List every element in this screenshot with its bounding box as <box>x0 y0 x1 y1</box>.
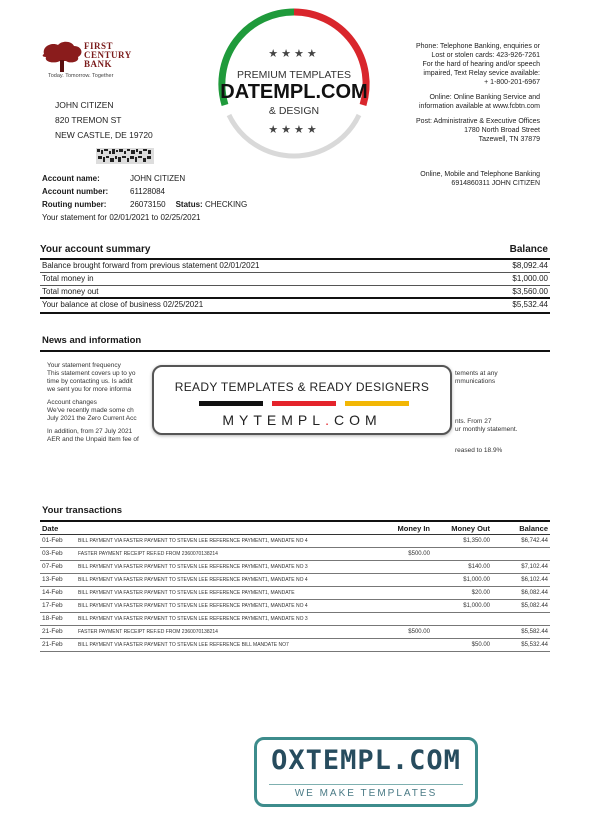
row-balance: $5,532.44 <box>521 642 548 648</box>
tree-icon <box>40 40 84 74</box>
stars-top: ★★★★ <box>268 48 320 60</box>
row-description: BILL PAYMENT VIA FASTER PAYMENT TO STEVEN LEE REFERENCE PAYMENT1, MANDATE NO 4 <box>78 538 308 544</box>
customer-city: NEW CASTLE, DE 19720 <box>55 130 153 140</box>
watermark-line2: DATEMPL.COM <box>220 81 368 103</box>
row-money-out: $1,350.00 <box>463 538 490 544</box>
table-row <box>40 561 550 574</box>
summary-row-value: $1,000.00 <box>512 274 548 283</box>
summary-row-value: $8,092.44 <box>512 261 548 270</box>
online-line: Online: Online Banking Service and <box>429 94 540 101</box>
table-row <box>40 613 550 626</box>
online-contact <box>380 93 540 111</box>
row-money-out: $50.00 <box>471 642 490 648</box>
bank-name-line2: CENTURY <box>84 50 132 60</box>
summary-row-label: Total money in <box>42 274 94 283</box>
phone-contact <box>380 42 540 87</box>
bank-name-line3: BANK <box>84 59 113 69</box>
phone-line: Lost or stolen cards: 423-926-7261 <box>431 52 540 59</box>
status-label: Status: <box>175 200 203 209</box>
oxtempl-watermark <box>254 737 478 807</box>
summary-row-value: $5,532.44 <box>512 300 548 309</box>
table-row <box>40 626 550 639</box>
news-line: time by contacting us. Is addit <box>47 378 133 385</box>
color-bar <box>272 401 336 406</box>
mytempl-color-bars <box>199 401 409 406</box>
oxtempl-line2: WE MAKE TEMPLATES <box>294 788 438 799</box>
summary-row <box>40 273 550 286</box>
mytempl-dot: . <box>325 412 334 428</box>
row-money-in: $500.00 <box>408 629 430 635</box>
news-line: AER and the Unpaid Item fee of <box>47 436 139 443</box>
news-line: we sent you for more informa <box>47 386 132 393</box>
color-bar <box>199 401 263 406</box>
summary-title: Your account summary <box>40 244 151 255</box>
col-header-money-out: Money Out <box>451 524 490 533</box>
routing-number-label: Routing number: <box>42 200 107 209</box>
row-money-out: $1,000.00 <box>463 603 490 609</box>
statement-prefix: Your statement for <box>42 213 108 222</box>
post-line: Tazewell, TN 37879 <box>478 136 540 143</box>
bank-logo <box>40 40 160 85</box>
contact-info <box>380 42 540 150</box>
row-balance: $5,082.44 <box>521 603 548 609</box>
row-date: 14-Feb <box>42 589 63 596</box>
statement-period: 02/01/2021 to 02/25/2021 <box>109 213 201 222</box>
summary-row-label: Total money out <box>42 287 99 296</box>
news-divider <box>40 350 550 352</box>
mobile-line: 6914860311 JOHN CITIZEN <box>451 180 540 187</box>
summary-row-label: Balance brought forward from previous statement 02/01/2021 <box>42 261 260 270</box>
mytempl-watermark <box>152 365 452 435</box>
news-line: We've recently made some ch <box>47 407 134 414</box>
datempl-watermark <box>215 5 373 163</box>
mytempl-tld: COM <box>333 412 382 428</box>
row-description: FASTER PAYMENT RECEIPT REF.ED FROM 2360070138214 <box>78 629 218 635</box>
mytempl-line2 <box>154 412 450 428</box>
col-header-balance: Balance <box>519 524 548 533</box>
row-description: BILL PAYMENT VIA FASTER PAYMENT TO STEVEN LEE REFERENCE PAYMENT1, MANDATE NO 3 <box>78 564 308 570</box>
account-name-value: JOHN CITIZEN <box>130 174 186 183</box>
news-line: mmunications <box>455 378 496 385</box>
post-line: Post: Administrative & Executive Offices <box>416 118 540 125</box>
transactions-title: Your transactions <box>42 505 123 516</box>
bank-name-line1: FIRST <box>84 41 114 51</box>
account-number-value: 61128084 <box>130 187 165 196</box>
account-info <box>42 172 247 224</box>
row-money-out: $1,000.00 <box>463 577 490 583</box>
phone-line: Phone: Telephone Banking, enquiries or <box>415 43 540 50</box>
table-row <box>40 535 550 548</box>
stars-bottom: ★★★★ <box>268 124 320 136</box>
row-date: 13-Feb <box>42 576 63 583</box>
bank-tagline: Today. Tomorrow. Together <box>48 73 114 79</box>
row-description: BILL PAYMENT VIA FASTER PAYMENT TO STEVEN LEE REFERENCE PAYMENT1, MANDATE NO 4 <box>78 603 308 609</box>
routing-number-value: 26073150 <box>130 200 166 209</box>
oxtempl-divider <box>269 784 463 785</box>
transactions-header-row <box>40 522 550 535</box>
row-money-out: $140.00 <box>468 564 490 570</box>
summary-balance-header: Balance <box>509 244 548 255</box>
summary-row <box>40 299 550 312</box>
news-line: This statement covers up to yo <box>47 370 136 377</box>
row-balance: $6,102.44 <box>521 577 548 583</box>
row-description: FASTER PAYMENT RECEIPT REF.ED FROM 2360070138214 <box>78 551 218 557</box>
watermark-line1: PREMIUM TEMPLATES <box>237 69 351 81</box>
news-line: July 2021 the Zero Current Acc <box>47 415 137 422</box>
news-line: tements at any <box>455 370 498 377</box>
customer-name: JOHN CITIZEN <box>55 100 114 110</box>
account-name-label: Account name: <box>42 174 100 183</box>
summary-row <box>40 260 550 273</box>
row-balance: $7,102.44 <box>521 564 548 570</box>
phone-line: For the hard of hearing and/or speech <box>422 61 540 68</box>
row-description: BILL PAYMENT VIA FASTER PAYMENT TO STEVEN LEE REFERENCE BILL MANDATE NO7 <box>78 642 289 648</box>
table-row <box>40 587 550 600</box>
news-title: News and information <box>42 335 142 346</box>
table-row <box>40 639 550 652</box>
customer-address <box>55 98 153 143</box>
row-balance: $6,082.44 <box>521 590 548 596</box>
news-heading: Your statement frequency <box>47 362 121 369</box>
mytempl-line1: READY TEMPLATES & READY DESIGNERS <box>174 380 430 394</box>
table-row <box>40 574 550 587</box>
row-balance: $5,582.44 <box>521 629 548 635</box>
news-line: reased to 18.9% <box>455 447 503 454</box>
summary-table <box>40 258 550 314</box>
mobile-line: Online, Mobile and Telephone Banking <box>420 171 540 178</box>
mytempl-name: MYTEMPL <box>222 412 326 428</box>
col-header-money-in: Money In <box>397 524 430 533</box>
table-row <box>40 548 550 561</box>
color-bar <box>345 401 409 406</box>
summary-row <box>40 286 550 299</box>
row-balance: $6,742.44 <box>521 538 548 544</box>
post-contact <box>380 117 540 144</box>
row-date: 17-Feb <box>42 602 63 609</box>
summary-row-value: $3,560.00 <box>512 287 548 296</box>
row-date: 03-Feb <box>42 550 63 557</box>
mobile-banking-info <box>360 170 540 188</box>
news-line: In addition, from 27 July 2021 <box>47 428 133 435</box>
row-date: 18-Feb <box>42 615 63 622</box>
post-line: 1780 North Broad Street <box>464 127 540 134</box>
news-heading: Account changes <box>47 399 97 406</box>
news-line: nts. From 27 <box>455 418 492 425</box>
status-value: CHECKING <box>204 200 248 209</box>
barcode-icon <box>96 148 154 164</box>
account-number-label: Account number: <box>42 187 109 196</box>
transactions-table <box>40 520 550 652</box>
summary-row-label: Your balance at close of business 02/25/2021 <box>42 300 204 309</box>
watermark-line3: & DESIGN <box>268 105 320 117</box>
online-line: information available at www.fcbtn.com <box>419 103 540 110</box>
oxtempl-line1: OXTEMPL.COM <box>271 745 461 776</box>
row-description: BILL PAYMENT VIA FASTER PAYMENT TO STEVEN LEE REFERENCE PAYMENT1, MANDATE <box>78 590 295 596</box>
news-line: ur monthly statement. <box>455 426 518 433</box>
row-date: 07-Feb <box>42 563 63 570</box>
row-description: BILL PAYMENT VIA FASTER PAYMENT TO STEVEN LEE REFERENCE PAYMENT1, MANDATE NO 3 <box>78 616 308 622</box>
table-row <box>40 600 550 613</box>
row-date: 01-Feb <box>42 537 63 544</box>
phone-line: + 1-800-201-6967 <box>484 79 540 86</box>
row-money-in: $500.00 <box>408 551 430 557</box>
phone-line: impaired, Text Relay sevice available: <box>423 70 540 77</box>
row-description: BILL PAYMENT VIA FASTER PAYMENT TO STEVEN LEE REFERENCE PAYMENT1, MANDATE NO 4 <box>78 577 308 583</box>
row-date: 21-Feb <box>42 628 63 635</box>
row-date: 21-Feb <box>42 641 63 648</box>
row-money-out: $20.00 <box>471 590 490 596</box>
col-header-date: Date <box>42 524 59 533</box>
summary-header <box>40 244 550 258</box>
customer-street: 820 TREMON ST <box>55 115 122 125</box>
